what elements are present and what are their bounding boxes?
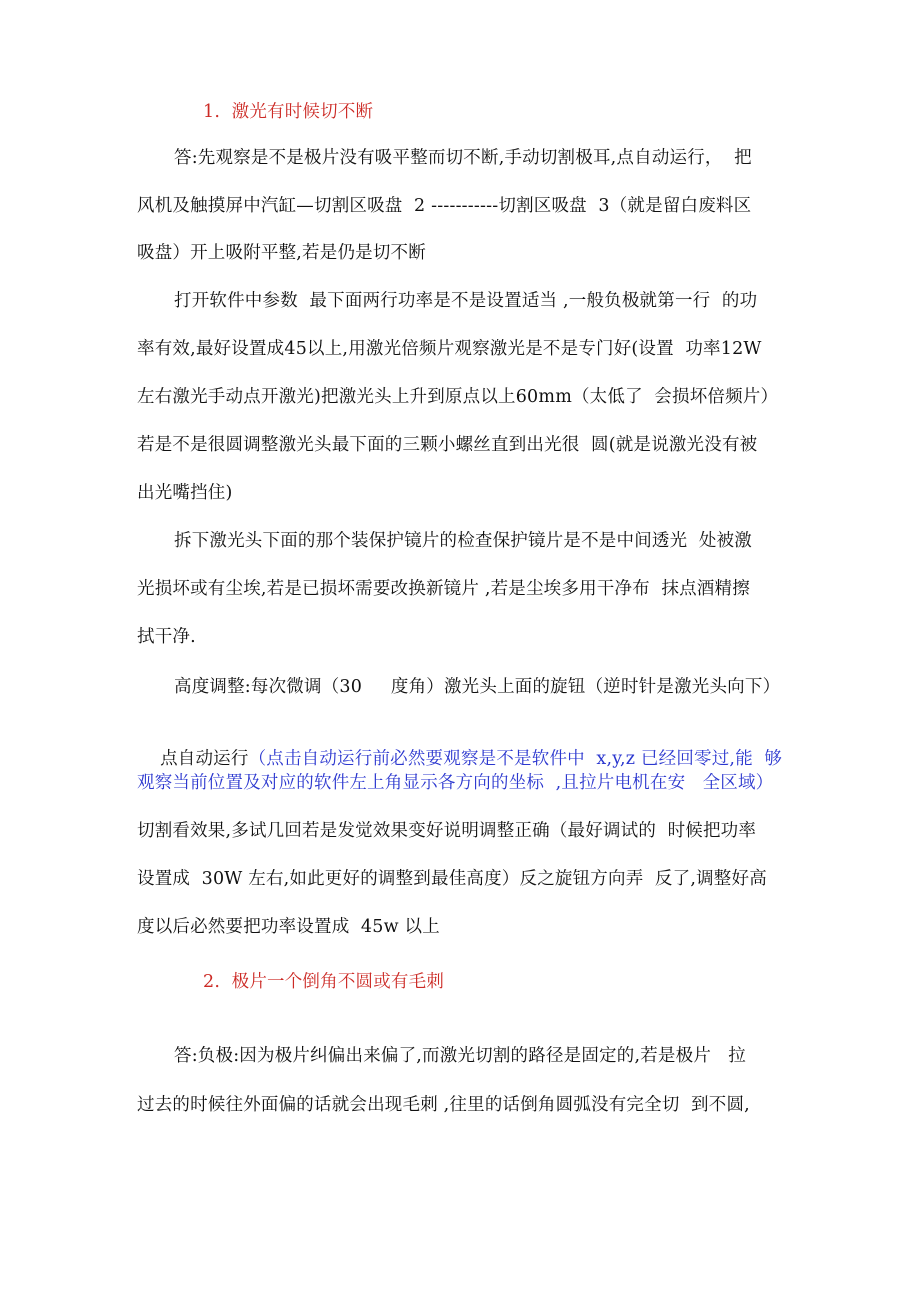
- paragraph-line: 度以后必然要把功率设置成 45w 以上: [137, 917, 440, 937]
- paragraph-line: 答:先观察是不是极片没有吸平整而切不断,手动切割极耳,点自动运行， 把: [174, 148, 752, 168]
- text-run: 点自动运行: [160, 749, 249, 769]
- paragraph-line: 吸盘）开上吸附平整,若是仍是切不断: [137, 243, 426, 263]
- paragraph-line: 过去的时候往外面偏的话就会出现毛刺 ,往里的话倒角圆弧没有完全切 到不圆,: [137, 1095, 750, 1115]
- paragraph-line: 风机及触摸屏中汽缸—切割区吸盘 2 -----------切割区吸盘 3（就是留白废料区: [137, 196, 752, 216]
- section-1-heading: 1. 激光有时候切不断: [203, 102, 374, 122]
- paragraph-line: 高度调整:每次微调（30 度角）激光头上面的旋钮（逆时针是激光头向下）: [174, 677, 781, 697]
- paragraph-line: 拆下激光头下面的那个装保护镜片的检查保护镜片是不是中间透光 处被激: [174, 531, 752, 551]
- paragraph-line: 出光嘴挡住): [137, 483, 233, 503]
- paragraph-line: 打开软件中参数 最下面两行功率是不是设置适当 ,一般负极就第一行 的功: [174, 291, 758, 311]
- paragraph-line: 若是不是很圆调整激光头最下面的三颗小螺丝直到出光很 圆(就是说激光没有被: [137, 435, 758, 455]
- paragraph-line: 设置成 30W 左右,如此更好的调整到最佳高度）反之旋钮方向弄 反了,调整好高: [137, 869, 767, 889]
- paragraph-line: 切割看效果,多试几回若是发觉效果变好说明调整正确（最好调试的 时候把功率: [137, 821, 757, 841]
- paragraph-line: 答:负极:因为极片纠偏出来偏了,而激光切割的路径是固定的,若是极片 拉: [174, 1046, 747, 1066]
- paragraph-line: 率有效,最好设置成45以上,用激光倍频片观察激光是不是专门好(设置 功率12W: [137, 339, 762, 359]
- paragraph-line: 光损坏或有尘埃,若是已损坏需要改换新镜片 ,若是尘埃多用干净布 抹点酒精擦: [137, 579, 750, 599]
- section-2-heading: 2. 极片一个倒角不圆或有毛刺: [203, 972, 445, 992]
- paragraph-line: 拭干净.: [137, 627, 196, 647]
- paragraph-line: 左右激光手动点开激光)把激光头上升到原点以上60mm（太低了 会损坏倍频片）: [137, 387, 779, 407]
- highlighted-note: （点击自动运行前必然要观察是不是软件中 x,y,z 已经回零过,能 够: [248, 749, 783, 769]
- highlighted-note-line: 观察当前位置及对应的软件左上角显示各方向的坐标 ,且拉片电机在安 全区域）: [137, 773, 774, 793]
